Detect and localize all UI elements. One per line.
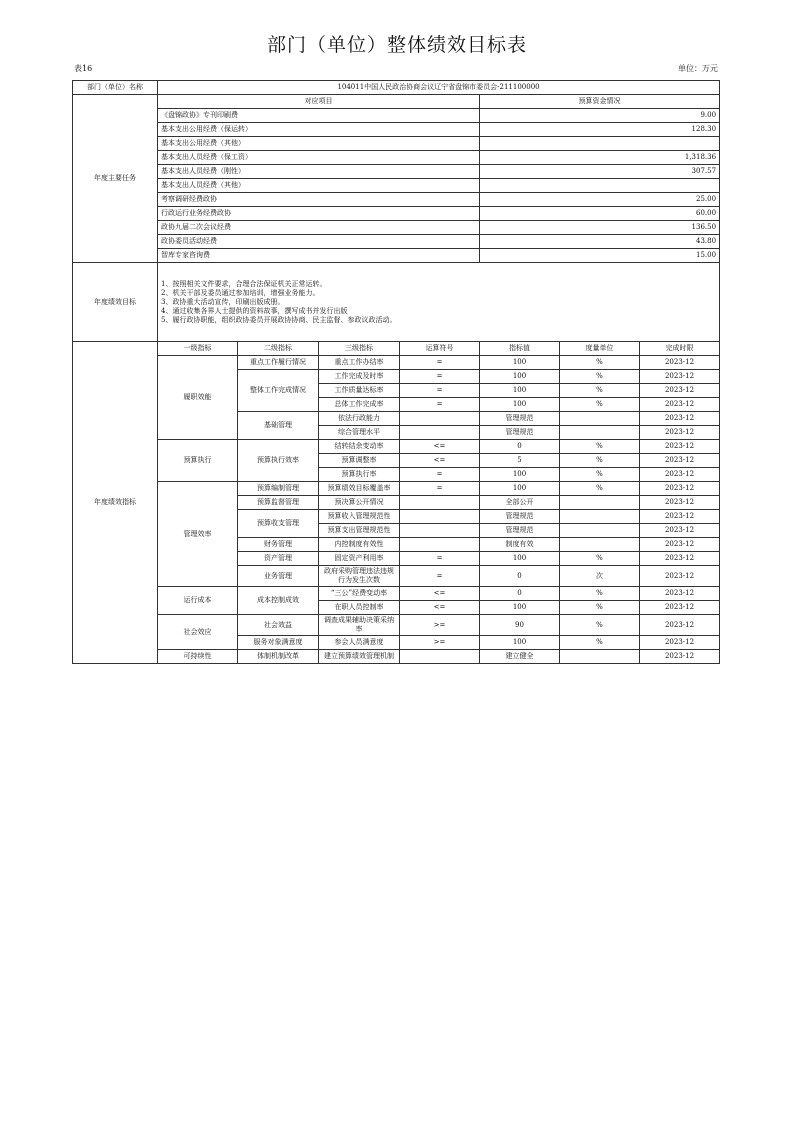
indicator-header: 度量单位: [560, 342, 640, 356]
target-value: 100: [480, 636, 560, 650]
goal-line: 4、通过收集各界人士提供的资料故事，撰写成书并发行出版: [161, 306, 348, 315]
measure-unit: %: [560, 440, 640, 454]
dept-row: [73, 81, 720, 95]
deadline: 2023-12: [640, 615, 720, 636]
task-amount: 128.30: [480, 123, 720, 137]
indicator-row: [73, 587, 720, 601]
performance-table: [72, 80, 720, 664]
level2-indicator: 体制机制改革: [238, 650, 319, 664]
task-row: [73, 179, 720, 193]
level3-indicator: 结转结余变动率: [319, 440, 400, 454]
deadline: 2023-12: [640, 482, 720, 496]
level2-indicator: 预算收支管理: [238, 510, 319, 538]
table-number: 表16: [74, 64, 93, 73]
level2-indicator: 预算监督管理: [238, 496, 319, 510]
measure-unit: %: [560, 384, 640, 398]
measure-unit: %: [560, 454, 640, 468]
tasks-header-item: 对应项目: [158, 95, 480, 109]
deadline: 2023-12: [640, 440, 720, 454]
deadline: 2023-12: [640, 538, 720, 552]
operator: [400, 510, 480, 524]
level3-indicator: 预算收入管理规范性: [319, 510, 400, 524]
operator: [400, 426, 480, 440]
target-value: 5: [480, 454, 560, 468]
goals-row: [73, 263, 720, 342]
operator: =: [400, 482, 480, 496]
measure-unit: %: [560, 552, 640, 566]
operator: =: [400, 370, 480, 384]
target-value: 制度有效: [480, 538, 560, 552]
level3-indicator: 预算执行率: [319, 468, 400, 482]
task-row: [73, 109, 720, 123]
indicator-row: [73, 482, 720, 496]
operator: =: [400, 566, 480, 587]
level1-indicator: 运行成本: [158, 587, 238, 615]
level1-indicator: 可持续性: [158, 650, 238, 664]
target-value: 建立健全: [480, 650, 560, 664]
target-value: 100: [480, 482, 560, 496]
operator: =: [400, 552, 480, 566]
level3-indicator: 依法行政能力: [319, 412, 400, 426]
target-value: 管理规范: [480, 524, 560, 538]
deadline: 2023-12: [640, 398, 720, 412]
operator: <=: [400, 601, 480, 615]
level2-indicator: 财务管理: [238, 538, 319, 552]
operator: [400, 650, 480, 664]
level3-indicator: 综合管理水平: [319, 426, 400, 440]
tasks-label: 年度主要任务: [73, 95, 158, 263]
level2-indicator: 预算编制管理: [238, 482, 319, 496]
dept-value: 104011中国人民政治协商会议辽宁省盘锦市委员会-211100000: [158, 81, 720, 95]
level3-indicator: 工作完成及时率: [319, 370, 400, 384]
level2-indicator: 资产管理: [238, 552, 319, 566]
operator: [400, 496, 480, 510]
task-item: 智库专家咨询费: [158, 249, 480, 263]
level2-indicator: 基础管理: [238, 412, 319, 440]
measure-unit: [560, 524, 640, 538]
deadline: 2023-12: [640, 601, 720, 615]
level3-indicator: 固定资产利用率: [319, 552, 400, 566]
deadline: 2023-12: [640, 587, 720, 601]
goal-line: 3、政协重大活动宣传，印刷出版成册。: [161, 297, 285, 306]
measure-unit: %: [560, 601, 640, 615]
operator: =: [400, 398, 480, 412]
deadline: 2023-12: [640, 566, 720, 587]
indicator-header: 一级指标: [158, 342, 238, 356]
task-item: 考察调研经费政协: [158, 193, 480, 207]
deadline: 2023-12: [640, 426, 720, 440]
task-amount: [480, 137, 720, 151]
measure-unit: [560, 496, 640, 510]
measure-unit: %: [560, 356, 640, 370]
target-value: 100: [480, 468, 560, 482]
measure-unit: %: [560, 482, 640, 496]
level2-indicator: 预算执行效率: [238, 440, 319, 482]
task-item: 基本支出人员经费（保工资）: [158, 151, 480, 165]
task-amount: 307.57: [480, 165, 720, 179]
operator: <=: [400, 454, 480, 468]
level3-indicator: 重点工作办结率: [319, 356, 400, 370]
indicator-header: 完成时限: [640, 342, 720, 356]
task-amount: [480, 179, 720, 193]
measure-unit: %: [560, 398, 640, 412]
level1-indicator: 管理效率: [158, 482, 238, 587]
task-row: [73, 249, 720, 263]
level3-indicator: 参会人员满意度: [319, 636, 400, 650]
task-row: [73, 123, 720, 137]
task-row: [73, 165, 720, 179]
deadline: 2023-12: [640, 552, 720, 566]
deadline: 2023-12: [640, 356, 720, 370]
goal-line: 5、履行政协职能，组织政协委员开展政协协商、民主监督、参政议政活动。: [161, 315, 397, 324]
target-value: 100: [480, 398, 560, 412]
level3-indicator: 政府采购管理违法违规行为发生次数: [319, 566, 400, 587]
level3-indicator: 建立预算绩效管理机制: [319, 650, 400, 664]
target-value: 0: [480, 440, 560, 454]
measure-unit: %: [560, 615, 640, 636]
level2-indicator: 整体工作完成情况: [238, 370, 319, 412]
measure-unit: [560, 426, 640, 440]
operator: [400, 524, 480, 538]
indicator-row: [73, 356, 720, 370]
level3-indicator: 预算调整率: [319, 454, 400, 468]
operator: <=: [400, 587, 480, 601]
operator: >=: [400, 636, 480, 650]
task-row: [73, 235, 720, 249]
task-amount: 136.50: [480, 221, 720, 235]
indicators-label: 年度绩效指标: [73, 342, 158, 664]
level2-indicator: 成本控制成效: [238, 587, 319, 615]
task-row: [73, 207, 720, 221]
indicator-row: [73, 650, 720, 664]
measure-unit: %: [560, 370, 640, 384]
measure-unit: %: [560, 587, 640, 601]
indicator-row: [73, 615, 720, 636]
operator: [400, 412, 480, 426]
operator: [400, 538, 480, 552]
task-amount: 25.00: [480, 193, 720, 207]
deadline: 2023-12: [640, 454, 720, 468]
task-amount: 9.00: [480, 109, 720, 123]
target-value: 100: [480, 356, 560, 370]
target-value: 100: [480, 370, 560, 384]
task-item: 基本支出人员经费（其他）: [158, 179, 480, 193]
operator: >=: [400, 615, 480, 636]
deadline: 2023-12: [640, 510, 720, 524]
deadline: 2023-12: [640, 412, 720, 426]
operator: =: [400, 356, 480, 370]
level3-indicator: 在职人员控制率: [319, 601, 400, 615]
task-item: 基本支出公用经费（其他）: [158, 137, 480, 151]
level1-indicator: 社会效应: [158, 615, 238, 650]
deadline: 2023-12: [640, 384, 720, 398]
operator: =: [400, 384, 480, 398]
level3-indicator: 总体工作完成率: [319, 398, 400, 412]
task-row: [73, 137, 720, 151]
goal-line: 1、按照相关文件要求，合理合法保证机关正常运转。: [161, 279, 327, 288]
level3-indicator: “三公”经费变动率: [319, 587, 400, 601]
level1-indicator: 履职效能: [158, 356, 238, 440]
indicator-header: 指标值: [480, 342, 560, 356]
goals-label: 年度绩效目标: [73, 263, 158, 342]
task-item: 政协委员活动经费: [158, 235, 480, 249]
indicator-row: [73, 440, 720, 454]
task-item: 《盘锦政协》专刊印刷费: [158, 109, 480, 123]
level2-indicator: 业务管理: [238, 566, 319, 587]
target-value: 0: [480, 587, 560, 601]
level3-indicator: 工作质量达标率: [319, 384, 400, 398]
target-value: 90: [480, 615, 560, 636]
task-amount: 43.80: [480, 235, 720, 249]
indicator-header: 运算符号: [400, 342, 480, 356]
dept-label: 部门（单位）名称: [73, 81, 158, 95]
task-amount: 60.00: [480, 207, 720, 221]
operator: =: [400, 468, 480, 482]
level2-indicator: 服务对象满意度: [238, 636, 319, 650]
task-amount: 15.00: [480, 249, 720, 263]
indicator-header: 三级指标: [319, 342, 400, 356]
deadline: 2023-12: [640, 650, 720, 664]
level3-indicator: 预决算公开情况: [319, 496, 400, 510]
measure-unit: [560, 538, 640, 552]
indicator-header: 二级指标: [238, 342, 319, 356]
goal-line: 2、机关干部及委员通过参加培训，增强业务能力。: [161, 288, 320, 297]
tasks-header-budget: 预算资金情况: [480, 95, 720, 109]
page-title: 部门（单位）整体绩效目标表: [266, 34, 527, 56]
deadline: 2023-12: [640, 468, 720, 482]
level1-indicator: 预算执行: [158, 440, 238, 482]
target-value: 100: [480, 552, 560, 566]
level3-indicator: 预算绩效目标覆盖率: [319, 482, 400, 496]
measure-unit: 次: [560, 566, 640, 587]
deadline: 2023-12: [640, 496, 720, 510]
level3-indicator: 预算支出管理规范性: [319, 524, 400, 538]
tasks-header-row: [73, 95, 720, 109]
target-value: 管理规范: [480, 510, 560, 524]
indicator-header-row: [73, 342, 720, 356]
level2-indicator: 社会效益: [238, 615, 319, 636]
operator: <=: [400, 440, 480, 454]
task-item: 行政运行业务经费政协: [158, 207, 480, 221]
deadline: 2023-12: [640, 370, 720, 384]
task-item: 基本支出人员经费（刚性）: [158, 165, 480, 179]
unit-label: 单位：万元: [678, 64, 718, 73]
target-value: 管理规范: [480, 426, 560, 440]
level3-indicator: 调查成果辅助决策采纳率: [319, 615, 400, 636]
task-row: [73, 193, 720, 207]
measure-unit: [560, 510, 640, 524]
measure-unit: [560, 650, 640, 664]
goals-text: [158, 263, 720, 342]
target-value: 0: [480, 566, 560, 587]
target-value: 100: [480, 384, 560, 398]
measure-unit: %: [560, 468, 640, 482]
measure-unit: [560, 412, 640, 426]
target-value: 100: [480, 601, 560, 615]
target-value: 管理规范: [480, 412, 560, 426]
task-item: 政协九届二次会议经费: [158, 221, 480, 235]
task-row: [73, 221, 720, 235]
deadline: 2023-12: [640, 524, 720, 538]
task-row: [73, 151, 720, 165]
deadline: 2023-12: [640, 636, 720, 650]
level3-indicator: 内控制度有效性: [319, 538, 400, 552]
measure-unit: %: [560, 636, 640, 650]
task-item: 基本支出公用经费（保运转）: [158, 123, 480, 137]
target-value: 全部公开: [480, 496, 560, 510]
task-amount: 1,318.36: [480, 151, 720, 165]
level2-indicator: 重点工作履行情况: [238, 356, 319, 370]
